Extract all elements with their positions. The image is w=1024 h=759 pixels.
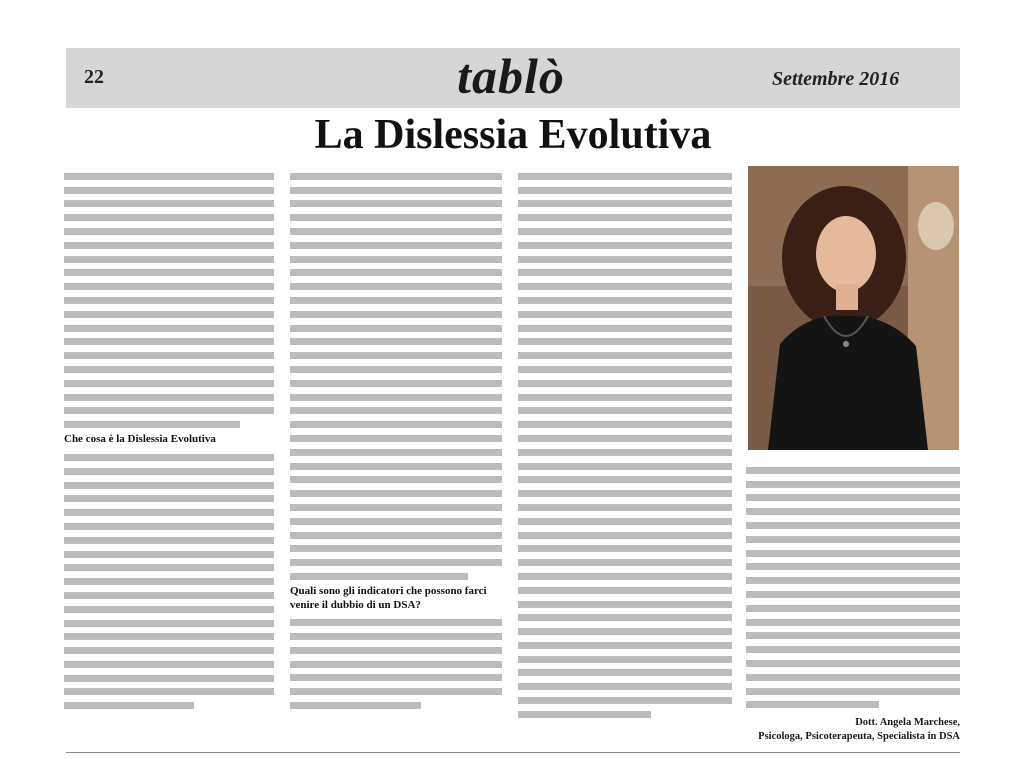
text-line [746,591,960,598]
text-line [64,338,274,345]
text-line [64,592,274,599]
text-line [64,661,274,668]
author-name: Dott. Angela Marchese, [855,717,960,728]
issue-date: Settembre 2016 [772,68,900,90]
text-line [64,702,194,709]
text-line [746,605,960,612]
text-line [290,394,502,401]
text-line [746,522,960,529]
text-line [290,421,502,428]
text-line [64,495,274,502]
text-line [746,536,960,543]
text-line [518,352,732,359]
text-line [64,523,274,530]
text-line [290,325,502,332]
text-line [518,187,732,194]
author-signature [758,716,960,744]
text-line [64,407,274,414]
article-column-3 [518,166,732,718]
text-line [518,435,732,442]
text-line [290,688,502,695]
text-line [290,633,502,640]
page-number: 22 [84,66,104,88]
text-line [518,256,732,263]
text-line [518,228,732,235]
text-line [64,468,274,475]
text-line [290,228,502,235]
text-line [290,283,502,290]
text-line [290,559,502,566]
text-line [64,454,274,461]
text-line [746,508,960,515]
text-line [290,573,468,580]
text-line [290,200,502,207]
masthead-logo: tablò [457,48,565,104]
text-line [518,242,732,249]
text-line [518,656,732,663]
text-line [64,421,240,428]
text-line [64,352,274,359]
text-line [290,504,502,511]
text-line [64,380,274,387]
text-line [518,214,732,221]
text-line [64,482,274,489]
text-line [746,632,960,639]
text-line [290,490,502,497]
text-line [746,660,960,667]
text-line [64,366,274,373]
text-line [290,449,502,456]
text-line [746,674,960,681]
article-column-4 [746,460,960,708]
text-line [518,394,732,401]
text-line [518,200,732,207]
author-portrait-photo [748,166,959,450]
text-line [746,494,960,501]
section-subheading: Che cosa è la Dislessia Evolutiva [64,433,216,446]
text-line [64,173,274,180]
text-line [518,518,732,525]
text-line [64,394,274,401]
text-line [518,490,732,497]
text-line [518,476,732,483]
text-line [290,463,502,470]
article-headline: La Dislessia Evolutiva [314,112,712,158]
text-line [64,283,274,290]
text-line [290,518,502,525]
text-line [518,642,732,649]
text-line [64,606,274,613]
text-line [290,647,502,654]
text-line [290,619,502,626]
bottom-rule [66,752,960,753]
text-line [290,338,502,345]
text-line [64,675,274,682]
text-line [64,633,274,640]
text-line [518,325,732,332]
text-line [64,620,274,627]
text-line [64,256,274,263]
text-line [746,688,960,695]
text-line [290,366,502,373]
text-line [290,702,421,709]
text-line [290,476,502,483]
text-line [64,311,274,318]
text-line [518,559,732,566]
text-line [290,297,502,304]
text-line [518,173,732,180]
text-line [518,366,732,373]
text-line [518,628,732,635]
text-line [64,269,274,276]
text-line [64,214,274,221]
section-subheading: Quali sono gli indicatori che possono farci venire il dubbio di un DSA? [290,584,487,611]
text-line [518,311,732,318]
text-line [518,711,651,718]
text-line [518,283,732,290]
text-line [518,407,732,414]
text-line [290,214,502,221]
text-line [290,352,502,359]
text-line [290,173,502,180]
text-line [64,509,274,516]
text-line [518,297,732,304]
text-line [290,545,502,552]
text-line [518,504,732,511]
text-line [64,551,274,558]
text-line [746,563,960,570]
text-line [746,619,960,626]
text-line [518,545,732,552]
text-line [290,532,502,539]
text-line [290,674,502,681]
text-line [64,228,274,235]
text-line [746,550,960,557]
text-line [518,587,732,594]
article-column-1 [64,166,274,709]
text-line [64,297,274,304]
portrait-illustration [748,166,959,450]
text-line [64,187,274,194]
text-line [518,601,732,608]
text-line [64,578,274,585]
text-line [290,187,502,194]
text-line [518,463,732,470]
text-line [290,407,502,414]
text-line [746,481,960,488]
text-line [290,380,502,387]
text-line [290,435,502,442]
text-line [290,242,502,249]
text-line [64,325,274,332]
text-line [64,564,274,571]
text-line [290,661,502,668]
text-line [746,701,879,708]
text-line [746,577,960,584]
text-line [518,338,732,345]
text-line [290,256,502,263]
text-line [518,669,732,676]
text-line [518,573,732,580]
text-line [290,269,502,276]
text-line [518,380,732,387]
article-column-2 [290,166,502,709]
text-line [518,269,732,276]
author-credentials: Psicologa, Psicoterapeuta, Specialista in DSA [758,731,960,742]
text-line [518,449,732,456]
text-line [64,647,274,654]
text-line [64,537,274,544]
text-line [64,242,274,249]
text-line [290,311,502,318]
text-line [746,646,960,653]
text-line [518,532,732,539]
text-line [518,614,732,621]
text-line [746,467,960,474]
text-line [518,421,732,428]
text-line [64,688,274,695]
text-line [518,697,732,704]
text-line [518,683,732,690]
text-line [64,200,274,207]
